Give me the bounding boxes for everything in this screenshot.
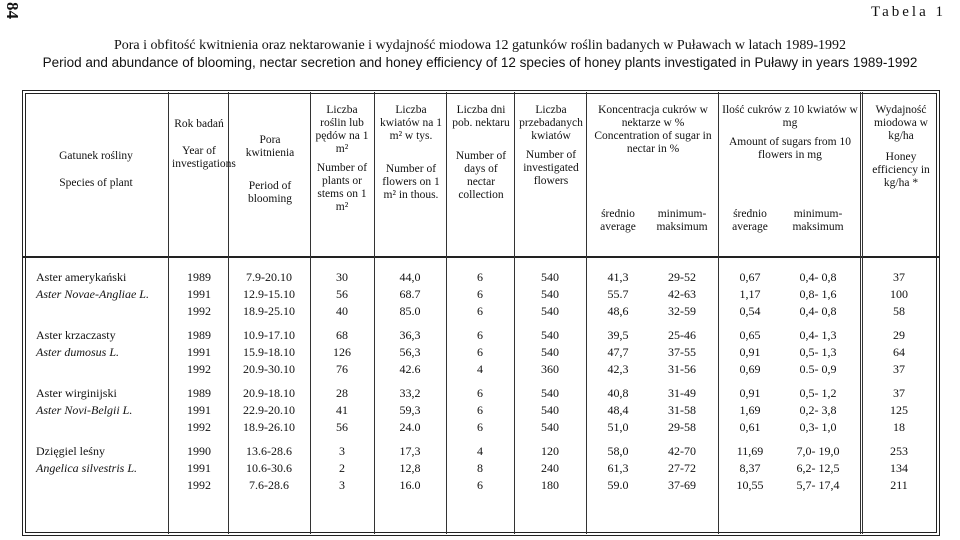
table-cell: 51,0 xyxy=(607,420,629,434)
header-days-en: Number of days of nectar collection xyxy=(455,150,507,201)
table-cell: 18.9-25.10 xyxy=(243,304,295,318)
header-period-en: Period of blooming xyxy=(247,180,293,205)
table-cell: 42.6 xyxy=(399,362,421,376)
table-cell: 18 xyxy=(893,420,905,434)
table-cell: 68.7 xyxy=(399,287,421,301)
table-cell: 20.9-30.10 xyxy=(243,362,295,376)
table-cell: 6 xyxy=(477,403,483,417)
table-cell: 6,2- 12,5 xyxy=(796,461,840,475)
table-cell: 37 xyxy=(893,362,905,376)
table-cell: 30 xyxy=(336,270,348,284)
table-cell: 540 xyxy=(541,287,559,301)
col-sep-4 xyxy=(374,92,375,534)
table-cell: 0,4- 0,8 xyxy=(799,304,837,318)
table-cell: 64 xyxy=(893,345,905,359)
table-cell: 0,2- 3,8 xyxy=(799,403,837,417)
table-cell: 7.6-28.6 xyxy=(249,478,289,492)
table-cell: 2 xyxy=(339,461,345,475)
table-cell: 540 xyxy=(541,270,559,284)
table-cell: 47,7 xyxy=(607,345,629,359)
table-cell: 58,0 xyxy=(607,444,629,458)
table-cell: 33,2 xyxy=(399,386,421,400)
table-cell: 134 xyxy=(890,461,908,475)
species-name-pl: Aster wirginijski xyxy=(36,386,117,400)
table-cell: 1992 xyxy=(187,304,211,318)
header-plants-en: Number of plants or stems on 1 m² xyxy=(316,162,368,213)
header-species-en: Species of plant xyxy=(59,177,133,189)
header-sugar-concentration xyxy=(590,104,716,156)
header-sugar-amount-pl: Ilość cukrów z 10 kwiatów w mg xyxy=(722,104,858,129)
table-cell: 7.9-20.10 xyxy=(246,270,292,284)
table-cell: 68 xyxy=(336,328,348,342)
col-sep-7 xyxy=(586,92,587,534)
table-cell: 1992 xyxy=(187,478,211,492)
header-sugar-amount-en: Amount of sugars from 10 flowers in mg xyxy=(728,136,851,161)
table-cell: 0,67 xyxy=(739,270,761,284)
table-cell: 540 xyxy=(541,386,559,400)
table-cell: 44,0 xyxy=(399,270,421,284)
col-sep-5 xyxy=(446,92,447,534)
header-year-pl: Rok badań xyxy=(174,118,224,130)
table-cell: 1991 xyxy=(187,461,211,475)
header-separator xyxy=(22,256,940,258)
table-cell: 59.0 xyxy=(607,478,629,492)
table-cell: 41,3 xyxy=(607,270,629,284)
table-cell: 31-58 xyxy=(668,403,696,417)
table-cell: 56,3 xyxy=(399,345,421,359)
table-cell: 76 xyxy=(336,362,348,376)
table-cell: 37 xyxy=(893,270,905,284)
header-examined-en: Number of investigated flowers xyxy=(523,149,579,187)
table-cell: 39,5 xyxy=(607,328,629,342)
table-cell: 58 xyxy=(893,304,905,318)
header-year-en: Year of investigations xyxy=(172,145,236,170)
table-cell: 5,7- 17,4 xyxy=(796,478,840,492)
species-name-latin: Angelica silvestris L. xyxy=(36,461,137,475)
table-cell: 59,3 xyxy=(399,403,421,417)
table-cell: 0,4- 1,3 xyxy=(799,328,837,342)
header-period xyxy=(234,134,306,206)
table-cell: 1989 xyxy=(187,328,211,342)
table-cell: 3 xyxy=(339,444,345,458)
col-sep-9 xyxy=(860,92,863,534)
table-cell: 0,8- 1,6 xyxy=(799,287,837,301)
table-cell: 29-52 xyxy=(668,270,696,284)
table-cell: 0.5- 0,9 xyxy=(799,362,837,376)
header-sugar-amount-avg: średnio average xyxy=(732,208,768,233)
col-sep-6 xyxy=(514,92,515,534)
page-number: 84 xyxy=(3,2,22,19)
header-honey-en: Honey efficiency in kg/ha * xyxy=(872,151,930,189)
table-cell: 48,4 xyxy=(607,403,629,417)
table-cell: 10.6-30.6 xyxy=(246,461,292,475)
table-cell: 6 xyxy=(477,287,483,301)
table-cell: 4 xyxy=(477,362,483,376)
table-cell: 8 xyxy=(477,461,483,475)
header-species xyxy=(26,150,166,190)
header-plants xyxy=(312,104,372,214)
table-cell: 40,8 xyxy=(607,386,629,400)
table-cell: 0,5- 1,3 xyxy=(799,345,837,359)
table-cell: 37 xyxy=(893,386,905,400)
table-cell: 1991 xyxy=(187,403,211,417)
species-name-latin: Aster Novi-Belgii L. xyxy=(36,403,133,417)
table-cell: 0,3- 1,0 xyxy=(799,420,837,434)
table-cell: 1991 xyxy=(187,287,211,301)
table-cell: 1,69 xyxy=(739,403,761,417)
table-cell: 25-46 xyxy=(668,328,696,342)
table-cell: 0,91 xyxy=(739,345,761,359)
table-cell: 6 xyxy=(477,345,483,359)
table-cell: 20.9-18.10 xyxy=(243,386,295,400)
table-cell: 126 xyxy=(333,345,351,359)
table-cell: 29-58 xyxy=(668,420,696,434)
table-cell: 1990 xyxy=(187,444,211,458)
header-sugar-conc-avg: średnio average xyxy=(600,208,636,233)
table-cell: 16.0 xyxy=(399,478,421,492)
table-cell: 10,55 xyxy=(736,478,764,492)
table-cell: 6 xyxy=(477,420,483,434)
table-cell: 1992 xyxy=(187,362,211,376)
table-cell: 4 xyxy=(477,444,483,458)
table-cell: 28 xyxy=(336,386,348,400)
col-sep-3 xyxy=(310,92,311,534)
table-cell: 41 xyxy=(336,403,348,417)
table-cell: 42-70 xyxy=(668,444,696,458)
header-species-pl: Gatunek rośliny xyxy=(59,150,133,162)
title-english: Period and abundance of blooming, nectar secretion and honey efficiency of 12 species of honey plants investigated in Puławy in years 1989-1992 xyxy=(42,55,918,70)
header-period-pl: Pora kwitnienia xyxy=(245,134,295,159)
table-cell: 56 xyxy=(336,287,348,301)
table-cell: 0,61 xyxy=(739,420,761,434)
table-cell: 42,3 xyxy=(607,362,629,376)
species-name-latin: Aster dumosus L. xyxy=(36,345,120,359)
col-sep-1 xyxy=(168,92,169,534)
table-cell: 31-49 xyxy=(668,386,696,400)
table-cell: 0,65 xyxy=(739,328,761,342)
table-cell: 0,4- 0,8 xyxy=(799,270,837,284)
table-cell: 1992 xyxy=(187,420,211,434)
header-honey xyxy=(866,104,936,190)
table-cell: 12,8 xyxy=(399,461,421,475)
species-name-pl: Dzięgiel leśny xyxy=(36,444,105,458)
table-cell: 40 xyxy=(336,304,348,318)
table-cell: 1,17 xyxy=(739,287,761,301)
table-cell: 24.0 xyxy=(399,420,421,434)
header-sugar-conc-en: Concentration of sugar in nectar in % xyxy=(594,130,712,155)
table-cell: 56 xyxy=(336,420,348,434)
table-cell: 37-69 xyxy=(668,478,696,492)
table-cell: 0,5- 1,2 xyxy=(799,386,837,400)
header-flowers-pl: Liczba kwiatów na 1 m² w tys. xyxy=(380,104,442,142)
title-polish: Pora i obfitość kwitnienia oraz nektarowanie i wydajność miodowa 12 gatunków roślin badanych w Puławach w latach 1989-1992 xyxy=(113,38,847,53)
table-cell: 1989 xyxy=(187,270,211,284)
table-cell: 11,69 xyxy=(736,444,764,458)
header-examined-pl: Liczba przebadanych kwiatów xyxy=(519,104,583,142)
table-cell: 6 xyxy=(477,386,483,400)
table-cell: 17,3 xyxy=(399,444,421,458)
table-cell: 6 xyxy=(477,478,483,492)
table-label: Tabela 1 xyxy=(870,4,946,20)
table-cell: 31-56 xyxy=(668,362,696,376)
table-cell: 540 xyxy=(541,420,559,434)
header-days-pl: Liczba dni pob. nektaru xyxy=(452,104,510,129)
table-cell: 253 xyxy=(890,444,908,458)
header-flowers-en: Number of flowers on 1 m² in thous. xyxy=(382,163,440,201)
table-cell: 55.7 xyxy=(607,287,629,301)
header-sugar-amount-minmax: minimum-maksimum xyxy=(792,208,844,233)
table-cell: 120 xyxy=(541,444,559,458)
table-cell: 540 xyxy=(541,304,559,318)
table-cell: 13.6-28.6 xyxy=(246,444,292,458)
table-cell: 0,54 xyxy=(739,304,761,318)
table-cell: 7,0- 19,0 xyxy=(796,444,840,458)
header-flowers xyxy=(378,104,444,202)
species-name-pl: Aster amerykański xyxy=(36,270,127,284)
table-cell: 180 xyxy=(541,478,559,492)
table-cell: 0,91 xyxy=(739,386,761,400)
table-cell: 1989 xyxy=(187,386,211,400)
header-sugar-conc-minmax: minimum-maksimum xyxy=(656,208,708,233)
table-cell: 32-59 xyxy=(668,304,696,318)
table-cell: 61,3 xyxy=(607,461,629,475)
table-cell: 0,69 xyxy=(739,362,761,376)
table-cell: 540 xyxy=(541,328,559,342)
species-name-pl: Aster krzaczasty xyxy=(36,328,116,342)
table-cell: 540 xyxy=(541,345,559,359)
table-cell: 29 xyxy=(893,328,905,342)
header-examined xyxy=(518,104,584,188)
table-cell: 48,6 xyxy=(607,304,629,318)
table-cell: 22.9-20.10 xyxy=(243,403,295,417)
header-sugar-conc-pl: Koncentracja cukrów w nektarze w % xyxy=(598,104,708,129)
table-cell: 360 xyxy=(541,362,559,376)
table-cell: 3 xyxy=(339,478,345,492)
table-cell: 10.9-17.10 xyxy=(243,328,295,342)
table-cell: 1991 xyxy=(187,345,211,359)
species-name-latin: Aster Novae-Angliae L. xyxy=(36,287,149,301)
header-plants-pl: Liczba roślin lub pędów na 1 m² xyxy=(315,104,369,155)
header-year xyxy=(172,118,236,171)
table-cell: 100 xyxy=(890,287,908,301)
table-cell: 6 xyxy=(477,304,483,318)
table-cell: 6 xyxy=(477,270,483,284)
table-cell: 240 xyxy=(541,461,559,475)
table-cell: 18.9-26.10 xyxy=(243,420,295,434)
header-days xyxy=(450,104,512,202)
table-cell: 85.0 xyxy=(399,304,421,318)
table-cell: 37-55 xyxy=(668,345,696,359)
table-cell: 8,37 xyxy=(739,461,761,475)
header-honey-pl: Wydajność miodowa w kg/ha xyxy=(874,104,928,142)
table-cell: 42-63 xyxy=(668,287,696,301)
table-cell: 12.9-15.10 xyxy=(243,287,295,301)
table-cell: 36,3 xyxy=(399,328,421,342)
header-sugar-amount xyxy=(722,104,858,162)
table-cell: 211 xyxy=(890,478,908,492)
table-cell: 125 xyxy=(890,403,908,417)
table-cell: 540 xyxy=(541,403,559,417)
table-cell: 15.9-18.10 xyxy=(243,345,295,359)
col-sep-8 xyxy=(718,92,719,534)
table-cell: 6 xyxy=(477,328,483,342)
table-cell: 27-72 xyxy=(668,461,696,475)
